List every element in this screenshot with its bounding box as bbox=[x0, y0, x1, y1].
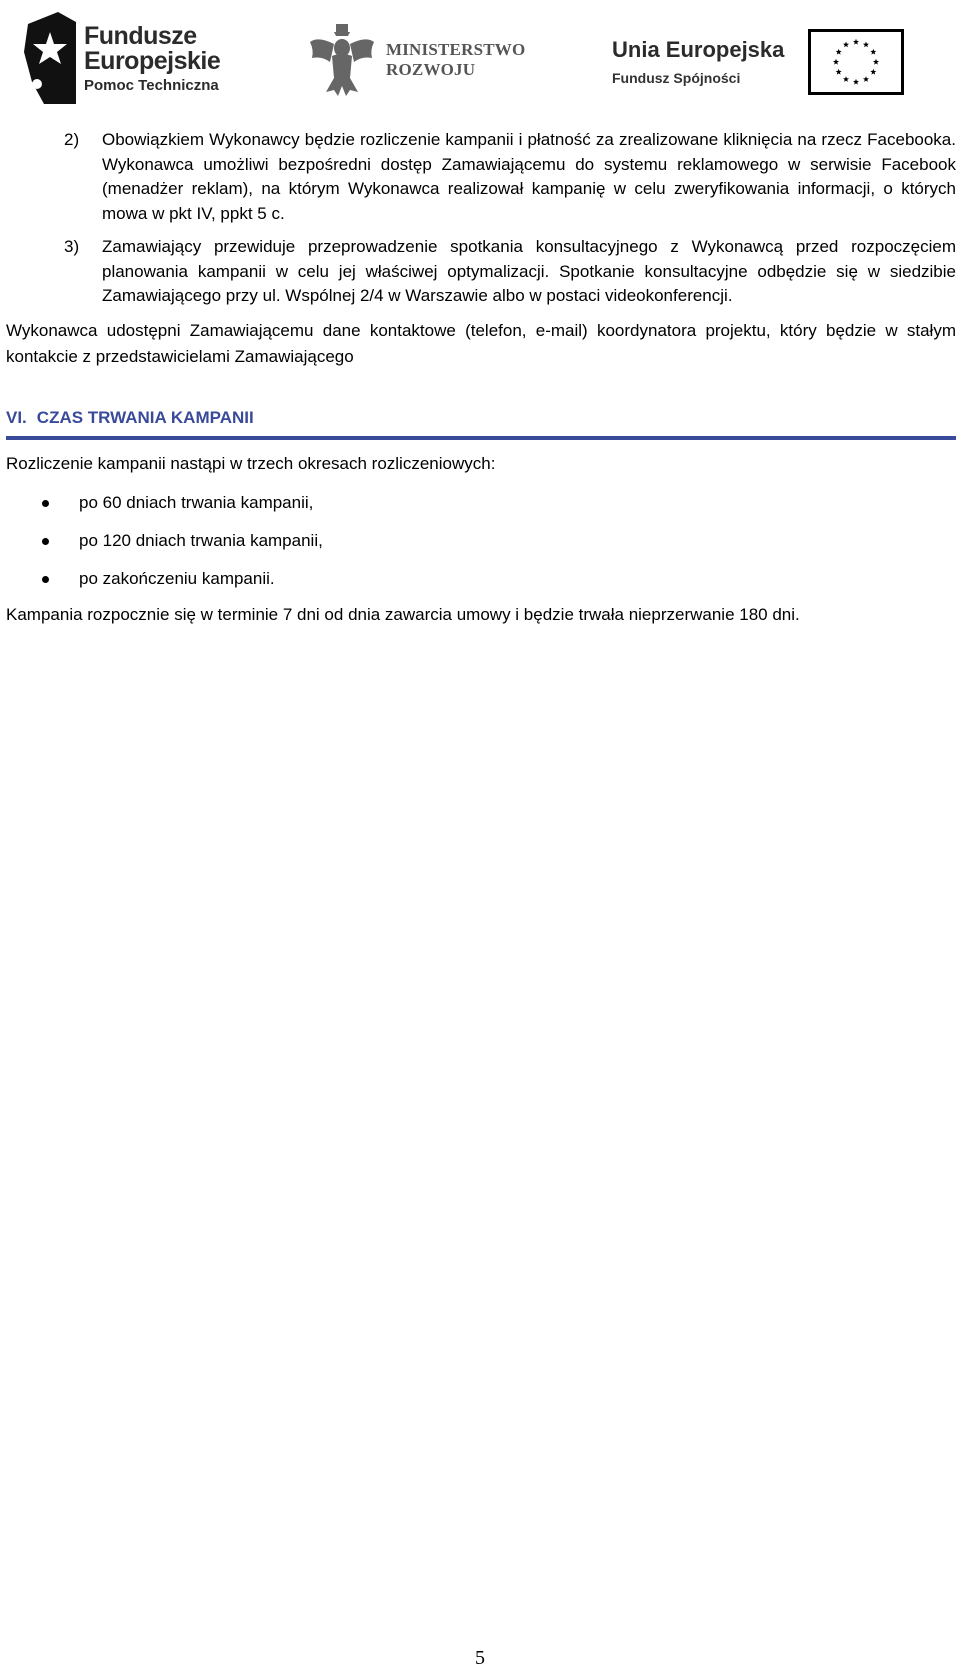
list-item bbox=[6, 561, 956, 599]
page-number: 5 bbox=[475, 1647, 485, 1669]
bullet-icon bbox=[42, 500, 49, 507]
unia-europejska-logo bbox=[612, 22, 904, 102]
campaign-duration-paragraph: Kampania rozpocznie się w terminie 7 dni od dnia zawarcia umowy i będzie trwała nieprzerwanie 180 dni. bbox=[6, 604, 800, 624]
logo-fe-line3: Pomoc Techniczna bbox=[84, 76, 219, 94]
logo-mr-line2: ROZWOJU bbox=[386, 60, 476, 79]
logo-fe-line1: Fundusze bbox=[84, 21, 197, 50]
document-body bbox=[6, 128, 956, 627]
logo-ue-line2: Fundusz Spójności bbox=[612, 69, 741, 86]
eu-flag-icon bbox=[808, 29, 904, 95]
eagle-emblem-icon bbox=[308, 22, 376, 98]
list-item-text: Obowiązkiem Wykonawcy będzie rozliczenie kampanii i płatność za zrealizowane kliknięcia na rzecz Facebooka. Wykonawca umożliwi bezpośredni dostęp Zamawiającemu do systemu reklamowego w serwisie Facebook (menadżer reklam), na którym Wykonawca realizował kampanię w celu zweryfikowania informacji, o których mowa w pkt IV, ppkt 5 c. bbox=[102, 130, 956, 223]
fundusze-europejskie-star-icon bbox=[24, 12, 76, 104]
bullet-icon bbox=[42, 538, 49, 545]
section-number: VI. bbox=[6, 407, 27, 427]
logo-ue-line1: Unia Europejska bbox=[612, 37, 785, 63]
logo-header bbox=[0, 0, 960, 110]
contact-paragraph: Wykonawca udostępni Zamawiającemu dane kontaktowe (telefon, e-mail) koordynatora projektu, który będzie w stałym kontakcie z przedstawicielami Zamawiającego bbox=[6, 320, 956, 366]
list-item-2 bbox=[64, 128, 956, 226]
bullet-text: po 120 dniach trwania kampanii, bbox=[79, 531, 323, 551]
fundusze-europejskie-logo bbox=[24, 8, 220, 108]
list-item-number: 2) bbox=[64, 130, 80, 149]
bullet-text: po zakończeniu kampanii. bbox=[79, 569, 275, 589]
settlement-periods-list bbox=[6, 485, 956, 599]
section-title: CZAS TRWANIA KAMPANII bbox=[36, 407, 254, 427]
section-heading bbox=[6, 406, 956, 441]
ministerstwo-rozwoju-logo bbox=[308, 20, 525, 100]
logo-mr-line1: MINISTERSTWO bbox=[386, 40, 526, 60]
list-item bbox=[6, 485, 956, 523]
list-item-3 bbox=[64, 235, 956, 309]
list-item-number: 3) bbox=[64, 237, 80, 256]
logo-fe-line2: Europejskie bbox=[84, 46, 221, 75]
bullet-icon bbox=[42, 576, 49, 583]
list-item bbox=[6, 523, 956, 561]
settlement-intro-paragraph: Rozliczenie kampanii nastąpi w trzech okresach rozliczeniowych: bbox=[6, 454, 496, 473]
list-item-text: Zamawiający przewiduje przeprowadzenie spotkania konsultacyjnego z Wykonawcą przed rozpoczęciem planowania kampanii w celu jej właściwej optymalizacji. Spotkanie konsultacyjne odbędzie się w siedzibie Zamawiającego przy ul. Wspólnej 2/4 w Warszawie albo w postaci videokonferencji. bbox=[102, 237, 956, 305]
bullet-text: po 60 dniach trwania kampanii, bbox=[79, 493, 314, 513]
